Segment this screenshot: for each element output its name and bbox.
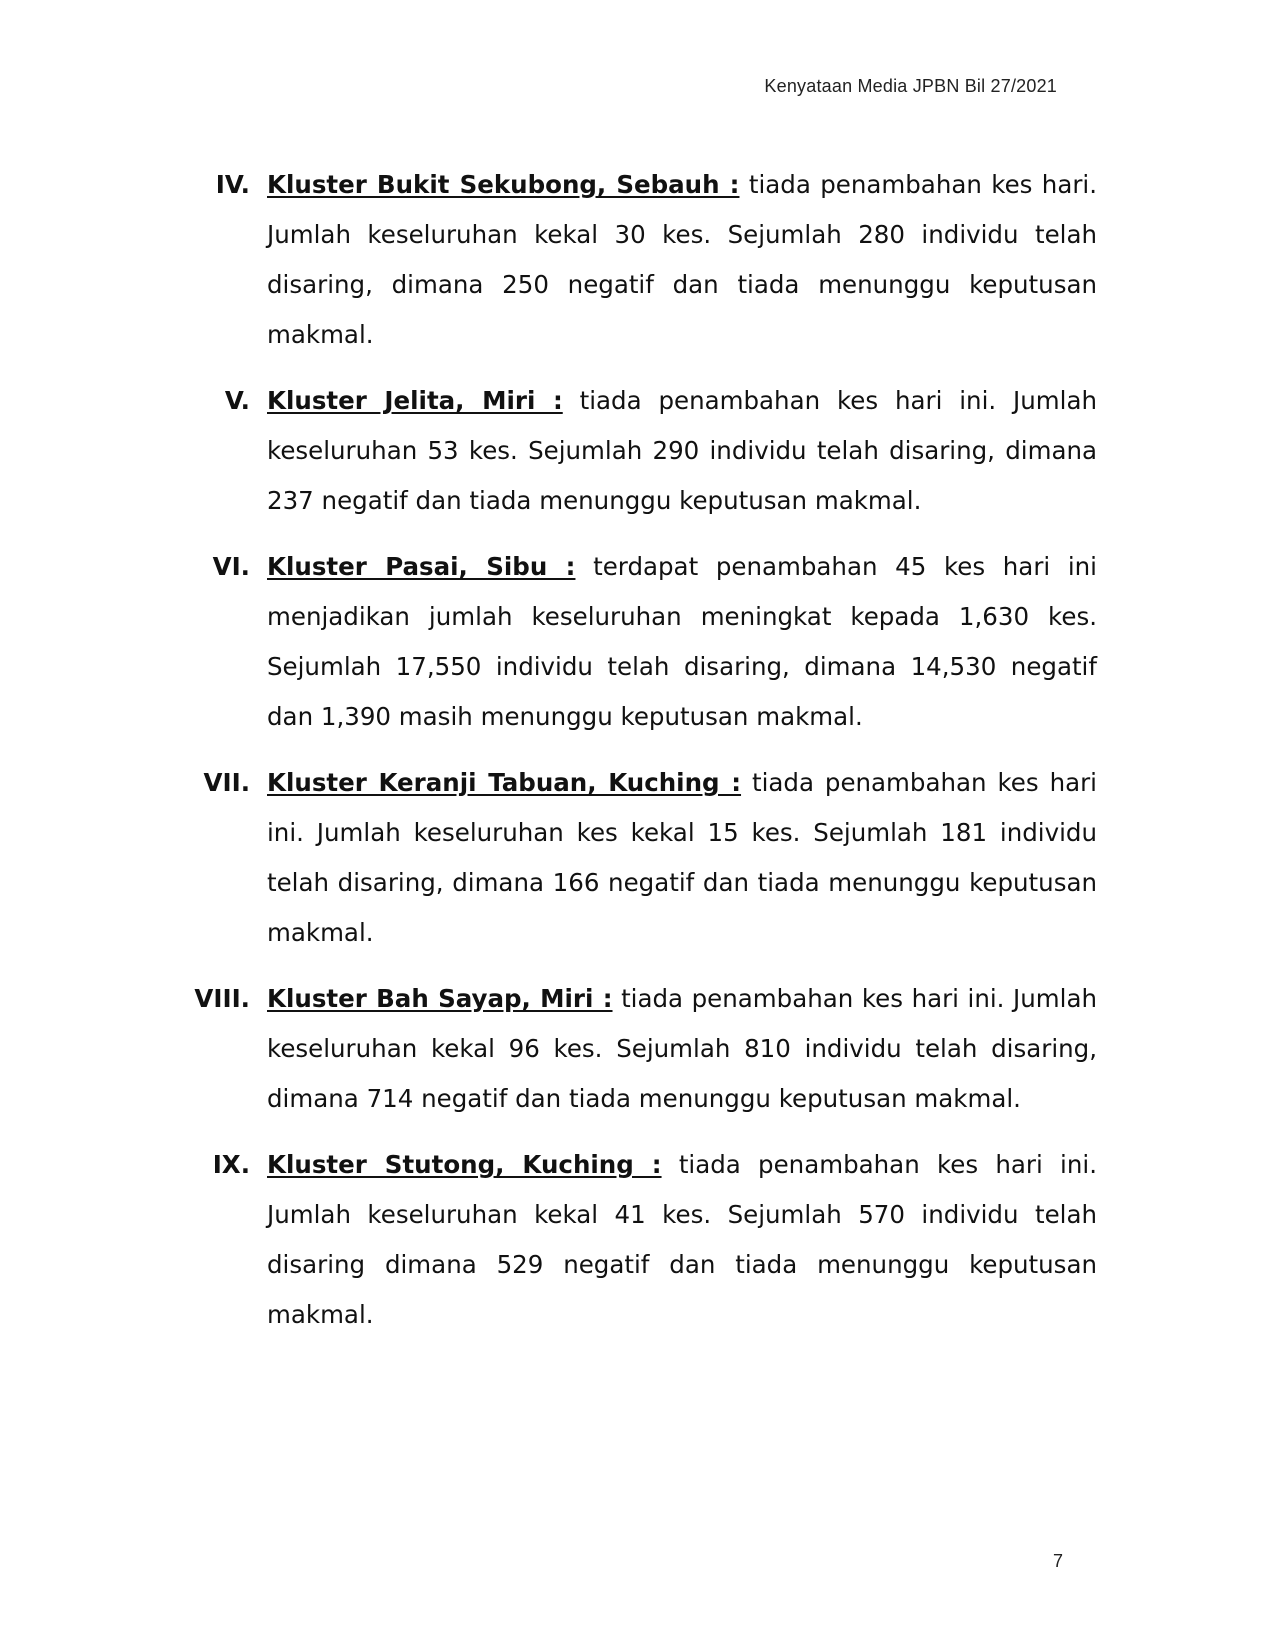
item-numeral: VII. <box>203 768 250 797</box>
page-number: 7 <box>1052 1551 1063 1571</box>
item-text: tiada penambahan kes hari ini. Jumlah keseluruhan 53 kes. Sejumlah 290 individu telah disaring, dimana 237 negatif dan tiada menunggu keputusan makmal. <box>267 386 1098 515</box>
cluster-name: Kluster Jelita, Miri : <box>267 386 563 415</box>
item-numeral: IX. <box>212 1150 250 1179</box>
item-text: tiada penambahan kes hari ini. Jumlah keseluruhan kes kekal 15 kes. Sejumlah 181 individu telah disaring, dimana 166 negatif dan tiada menunggu keputusan makmal. <box>267 768 1097 947</box>
list-item <box>0 974 1275 1124</box>
item-text: tiada penambahan kes hari. Jumlah keseluruhan kekal 30 kes. Sejumlah 280 individu telah disaring, dimana 250 negatif dan tiada menunggu keputusan makmal. <box>267 170 1098 349</box>
item-text: terdapat penambahan 45 kes hari ini menjadikan jumlah keseluruhan meningkat kepada 1,630 kes. Sejumlah 17,550 individu telah disaring, dimana 14,530 negatif dan 1,390 masih menunggu keputusan makmal. <box>267 552 1097 731</box>
item-paragraph <box>267 542 1097 742</box>
list-item <box>0 376 1275 526</box>
item-numeral: V. <box>224 386 250 415</box>
cluster-list <box>0 160 1275 1356</box>
document-header: Kenyataan Media JPBN Bil 27/2021 <box>764 76 1057 96</box>
cluster-name: Kluster Stutong, Kuching : <box>267 1150 662 1179</box>
item-paragraph <box>267 758 1097 958</box>
list-item <box>0 1140 1275 1340</box>
item-numeral: IV. <box>215 170 250 199</box>
list-item <box>0 160 1275 360</box>
cluster-name: Kluster Keranji Tabuan, Kuching : <box>267 768 742 797</box>
item-numeral: VIII. <box>194 984 250 1013</box>
item-text: tiada penambahan kes hari ini. Jumlah keseluruhan kekal 96 kes. Sejumlah 810 individu telah disaring, dimana 714 negatif dan tiada menunggu keputusan makmal. <box>267 984 1098 1113</box>
item-numeral: VI. <box>212 552 250 581</box>
item-paragraph <box>267 376 1097 526</box>
item-paragraph <box>267 1140 1097 1340</box>
cluster-name: Kluster Pasai, Sibu : <box>267 552 576 581</box>
cluster-name: Kluster Bah Sayap, Miri : <box>267 984 613 1013</box>
item-paragraph <box>267 160 1097 360</box>
cluster-name: Kluster Bukit Sekubong, Sebauh : <box>267 170 740 199</box>
list-item <box>0 542 1275 742</box>
item-text: tiada penambahan kes hari ini. Jumlah keseluruhan kekal 41 kes. Sejumlah 570 individu telah disaring dimana 529 negatif dan tiada menunggu keputusan makmal. <box>267 1150 1097 1329</box>
item-paragraph <box>267 974 1097 1124</box>
list-item <box>0 758 1275 958</box>
